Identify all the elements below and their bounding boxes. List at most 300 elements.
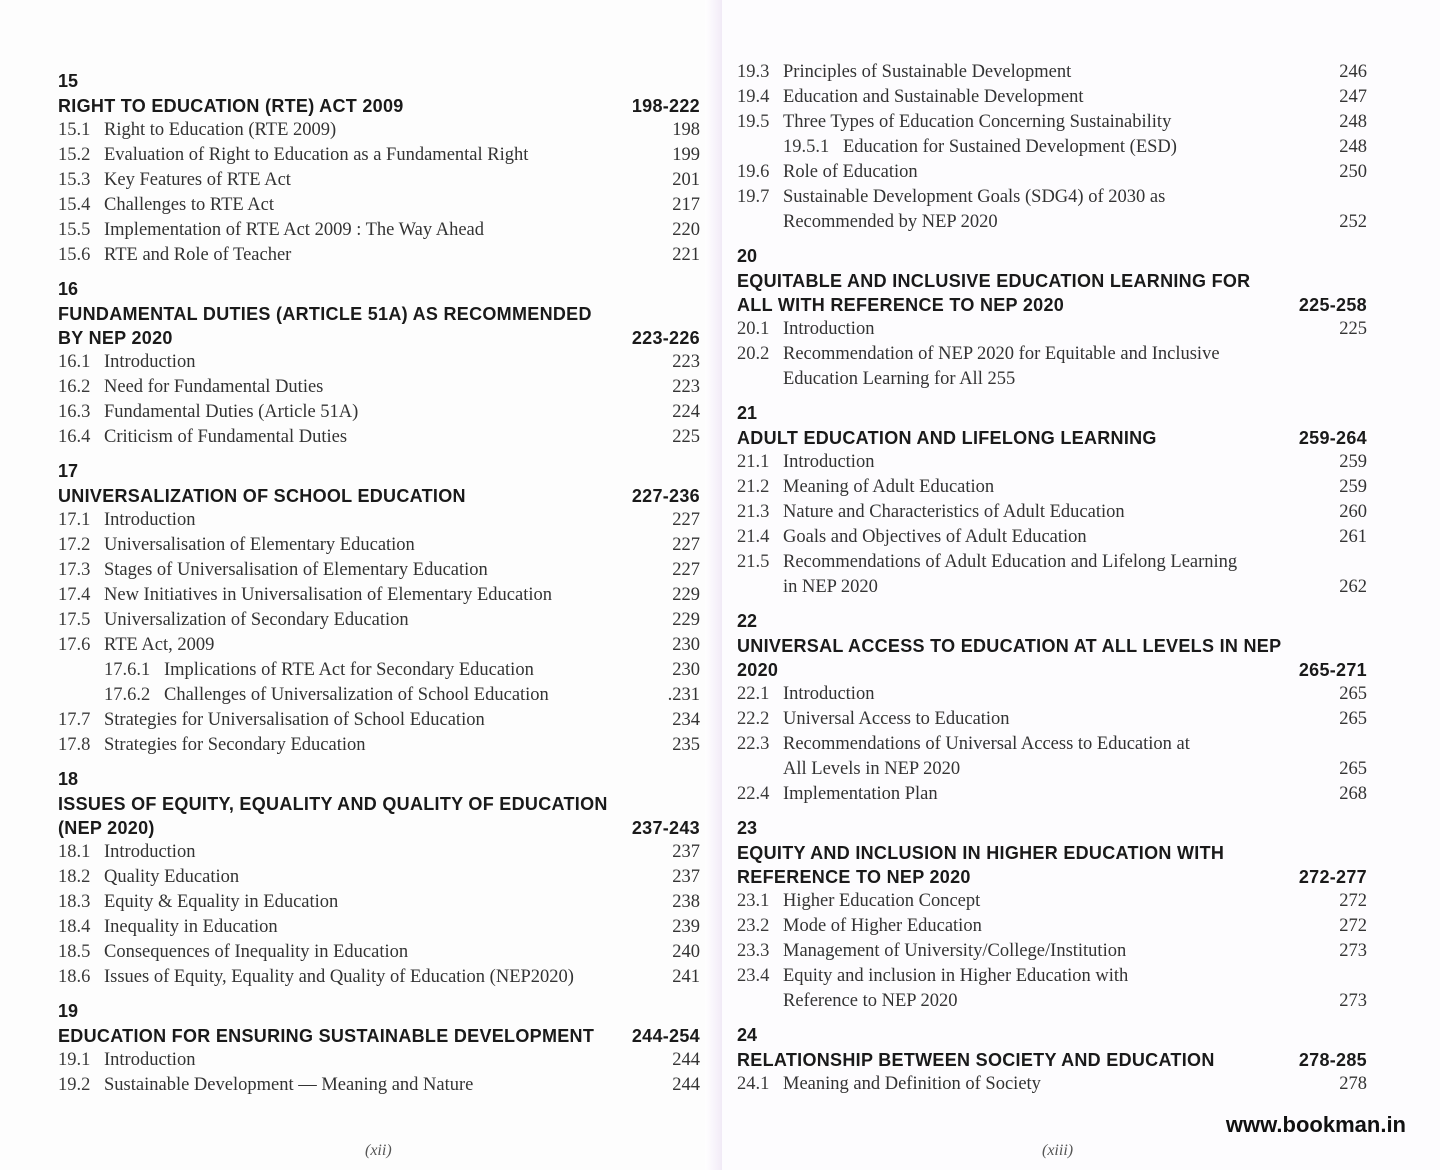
entry-text <box>737 60 1323 85</box>
entry-page: 252 <box>1339 212 1367 232</box>
entry-text <box>737 889 1323 914</box>
chapter-title: ISSUES OF EQUITY, EQUALITY AND QUALITY OF EDUCATION (NEP 2020) <box>58 794 608 838</box>
toc-entry <box>737 85 1367 110</box>
entry-title: Nature and Characteristics of Adult Education <box>783 502 1125 522</box>
entry-page: 199 <box>672 145 700 165</box>
toc-entry <box>58 425 700 450</box>
entry-title: Strategies for Secondary Education <box>104 735 366 755</box>
entry-title: Universal Access to Education <box>783 709 1010 729</box>
toc-entry <box>58 865 700 890</box>
entry-title: New Initiatives in Universalisation of Elementary Education <box>104 585 552 605</box>
chapter-block <box>737 1022 1367 1097</box>
entry-title: Sustainable Development — Meaning and Nature <box>104 1075 474 1095</box>
entry-page: .231 <box>667 685 700 705</box>
entry-text <box>58 633 656 658</box>
chapter-heading <box>58 94 700 118</box>
entry-number: 15.1 <box>58 120 91 140</box>
toc-entry <box>58 400 700 425</box>
entry-title: Need for Fundamental Duties <box>104 377 324 397</box>
chapter-title: RIGHT TO EDUCATION (RTE) ACT 2009 <box>58 96 404 116</box>
entry-page: 221 <box>672 245 700 265</box>
entry-number: 17.7 <box>58 710 91 730</box>
chapter-page-range: 278-285 <box>1298 1050 1367 1070</box>
entry-title: Challenges of Universalization of School Education <box>164 685 549 705</box>
entry-page: 238 <box>672 892 700 912</box>
entry-text <box>58 940 656 965</box>
entry-page: 261 <box>1339 527 1367 547</box>
entry-number: 15.2 <box>58 145 91 165</box>
entry-title-continued: All Levels in NEP 2020 <box>783 759 961 779</box>
entry-number: 17.6.2 <box>104 685 151 705</box>
entry-title: Right to Education (RTE 2009) <box>104 120 337 140</box>
entry-number: 22.3 <box>737 734 770 754</box>
entry-page: 247 <box>1339 87 1367 107</box>
entry-page: 227 <box>672 560 700 580</box>
toc-entry <box>58 840 700 865</box>
toc-entry <box>58 533 700 558</box>
entry-page: 259 <box>1339 452 1367 472</box>
toc-entry <box>737 317 1367 342</box>
entry-number: 16.4 <box>58 427 91 447</box>
entry-title-continued: in NEP 2020 <box>783 577 878 597</box>
entry-page: 272 <box>1339 916 1367 936</box>
chapter-heading <box>58 792 700 840</box>
chapter-page-range: 198-222 <box>631 96 700 116</box>
toc-entry <box>58 683 700 708</box>
entry-page: 244 <box>672 1075 700 1095</box>
entry-title: Management of University/College/Institution <box>783 941 1127 961</box>
entry-page: 241 <box>672 967 700 987</box>
entry-title: Higher Education Concept <box>783 891 981 911</box>
entry-page: 244 <box>672 1050 700 1070</box>
entry-page: 239 <box>672 917 700 937</box>
entry-page: 248 <box>1339 137 1367 157</box>
entry-number: 16.2 <box>58 377 91 397</box>
entry-text <box>737 707 1323 732</box>
entry-page: 198 <box>672 120 700 140</box>
toc-entry <box>737 60 1367 85</box>
entry-number: 15.5 <box>58 220 91 240</box>
chapter-number: 24 <box>737 1025 758 1045</box>
entry-text <box>58 890 656 915</box>
chapter-heading <box>737 426 1367 450</box>
entry-title: Recommendations of Universal Access to Education at <box>783 734 1190 754</box>
toc-entry <box>737 682 1367 707</box>
chapter-block <box>737 243 1367 392</box>
entry-number: 16.3 <box>58 402 91 422</box>
entry-text <box>737 939 1323 964</box>
entry-page: 223 <box>672 352 700 372</box>
toc-entry <box>737 475 1367 500</box>
entry-title: Recommendation of NEP 2020 for Equitable and Inclusive <box>783 344 1220 364</box>
entry-text <box>58 658 656 683</box>
entry-title: Education and Sustainable Development <box>783 87 1084 107</box>
entry-page: 227 <box>672 535 700 555</box>
chapter-number: 23 <box>737 818 758 838</box>
entry-title: Criticism of Fundamental Duties <box>104 427 348 447</box>
entry-number: 23.1 <box>737 891 770 911</box>
entry-text <box>58 375 656 400</box>
entry-text <box>737 914 1323 939</box>
chapter-title: FUNDAMENTAL DUTIES (ARTICLE 51A) AS RECOMMENDED BY NEP 2020 <box>58 304 592 348</box>
continued-entries <box>737 60 1367 235</box>
entry-page: 240 <box>672 942 700 962</box>
chapter-title: EQUITY AND INCLUSION IN HIGHER EDUCATION WITH REFERENCE TO NEP 2020 <box>737 843 1225 887</box>
entry-number: 21.3 <box>737 502 770 522</box>
entry-page: 235 <box>672 735 700 755</box>
entry-number: 16.1 <box>58 352 91 372</box>
entry-title: Universalisation of Elementary Education <box>104 535 415 555</box>
chapter-page-range: 272-277 <box>1298 867 1367 887</box>
entry-title: Introduction <box>783 452 875 472</box>
entry-number: 18.3 <box>58 892 91 912</box>
entry-title: RTE and Role of Teacher <box>104 245 292 265</box>
entry-number: 17.8 <box>58 735 91 755</box>
entry-title: Introduction <box>104 1050 196 1070</box>
chapter-title: RELATIONSHIP BETWEEN SOCIETY AND EDUCATION <box>737 1050 1215 1070</box>
entry-page: 201 <box>672 170 700 190</box>
entry-title: Meaning of Adult Education <box>783 477 995 497</box>
chapter-title: EQUITABLE AND INCLUSIVE EDUCATION LEARNING FOR ALL WITH REFERENCE TO NEP 2020 <box>737 271 1251 315</box>
chapter-block <box>737 815 1367 1014</box>
chapter-number: 15 <box>58 71 79 91</box>
entry-title: Challenges to RTE Act <box>104 195 274 215</box>
chapter-page-range: 227-236 <box>631 486 700 506</box>
entry-text <box>58 733 656 758</box>
entry-text <box>737 782 1323 807</box>
entry-text <box>58 915 656 940</box>
toc-entry <box>58 915 700 940</box>
entry-title: Introduction <box>783 684 875 704</box>
chapter-block <box>58 998 700 1098</box>
entry-number: 19.6 <box>737 162 770 182</box>
entry-title: Consequences of Inequality in Education <box>104 942 409 962</box>
entry-title: Equity & Equality in Education <box>104 892 339 912</box>
chapter-block <box>58 458 700 758</box>
toc-entry <box>58 375 700 400</box>
toc-entry <box>737 1072 1367 1097</box>
chapter-heading <box>737 841 1367 889</box>
chapter-page-range: 223-226 <box>631 328 700 348</box>
toc-entry <box>737 110 1367 135</box>
entry-text <box>58 218 656 243</box>
entry-page: 237 <box>672 842 700 862</box>
entry-text <box>737 317 1323 342</box>
toc-entry <box>58 940 700 965</box>
entry-number: 24.1 <box>737 1074 770 1094</box>
toc-entry <box>58 583 700 608</box>
entry-text <box>737 475 1323 500</box>
toc-entry <box>58 890 700 915</box>
entry-title: Principles of Sustainable Development <box>783 62 1072 82</box>
entry-title-continued: Recommended by NEP 2020 <box>783 212 998 232</box>
entry-title: Three Types of Education Concerning Sustainability <box>783 112 1172 132</box>
entry-number: 18.2 <box>58 867 91 887</box>
entry-text <box>737 1072 1323 1097</box>
entry-title: Introduction <box>104 352 196 372</box>
entry-number: 19.4 <box>737 87 770 107</box>
entry-title-continued: Reference to NEP 2020 <box>783 991 958 1011</box>
entry-page: 259 <box>1339 477 1367 497</box>
entry-page: 265 <box>1339 759 1367 779</box>
toc-entry <box>58 708 700 733</box>
entry-page: 229 <box>672 610 700 630</box>
entry-number: 22.2 <box>737 709 770 729</box>
entry-number: 23.3 <box>737 941 770 961</box>
entry-title: Fundamental Duties (Article 51A) <box>104 402 359 422</box>
entry-page: 230 <box>672 660 700 680</box>
toc-entry <box>737 889 1367 914</box>
chapter-page-range: 225-258 <box>1298 295 1367 315</box>
chapter-block <box>737 608 1367 807</box>
right-page-number: (xiii) <box>1042 1142 1074 1159</box>
toc-entry <box>58 168 700 193</box>
toc-entry <box>58 558 700 583</box>
entry-number: 17.1 <box>58 510 91 530</box>
entry-title: Inequality in Education <box>104 917 278 937</box>
entry-text <box>58 608 656 633</box>
entry-text <box>58 508 656 533</box>
entry-text <box>58 840 656 865</box>
toc-entry <box>737 160 1367 185</box>
entry-text <box>737 682 1323 707</box>
toc-entry <box>737 550 1367 600</box>
chapter-heading <box>58 484 700 508</box>
chapter-number: 22 <box>737 611 758 631</box>
entry-number: 22.1 <box>737 684 770 704</box>
entry-title-continued: Education Learning for All 255 <box>783 369 1016 389</box>
entry-text <box>737 135 1323 160</box>
toc-entry <box>58 1073 700 1098</box>
entry-page: 265 <box>1339 709 1367 729</box>
entry-page: 272 <box>1339 891 1367 911</box>
entry-text <box>58 533 656 558</box>
toc-entry <box>737 450 1367 475</box>
entry-page: 273 <box>1339 941 1367 961</box>
entry-title: Sustainable Development Goals (SDG4) of 2030 as <box>783 187 1166 207</box>
chapter-block <box>58 68 700 268</box>
toc-entry <box>737 185 1367 235</box>
entry-number: 18.6 <box>58 967 91 987</box>
chapter-page-range: 237-243 <box>631 818 700 838</box>
toc-entry <box>737 914 1367 939</box>
entry-page: 248 <box>1339 112 1367 132</box>
entry-text <box>58 558 656 583</box>
entry-number: 19.7 <box>737 187 770 207</box>
entry-page: 260 <box>1339 502 1367 522</box>
entry-text <box>737 110 1323 135</box>
chapter-number: 16 <box>58 279 79 299</box>
toc-entry <box>58 218 700 243</box>
entry-number: 21.4 <box>737 527 770 547</box>
right-page <box>722 0 1440 1170</box>
entry-text <box>58 143 656 168</box>
entry-number: 20.2 <box>737 344 770 364</box>
chapter-block <box>58 276 700 450</box>
chapter-heading <box>58 302 700 350</box>
entry-text <box>737 342 1323 392</box>
entry-text <box>58 425 656 450</box>
entry-text <box>737 550 1323 600</box>
toc-entry <box>737 500 1367 525</box>
chapter-number: 19 <box>58 1001 79 1021</box>
entry-number: 15.3 <box>58 170 91 190</box>
entry-title: Meaning and Definition of Society <box>783 1074 1041 1094</box>
entry-number: 20.1 <box>737 319 770 339</box>
entry-number: 15.6 <box>58 245 91 265</box>
entry-number: 19.1 <box>58 1050 91 1070</box>
toc-entry <box>737 707 1367 732</box>
entry-page: 227 <box>672 510 700 530</box>
toc-entry <box>58 350 700 375</box>
toc-entry <box>58 658 700 683</box>
entry-number: 17.2 <box>58 535 91 555</box>
entry-number: 18.5 <box>58 942 91 962</box>
entry-text <box>737 160 1323 185</box>
entry-title: Strategies for Universalisation of School Education <box>104 710 485 730</box>
entry-number: 23.4 <box>737 966 770 986</box>
entry-title: Role of Education <box>783 162 918 182</box>
entry-page: 217 <box>672 195 700 215</box>
entry-title: Equity and inclusion in Higher Education with <box>783 966 1129 986</box>
chapter-heading <box>737 634 1367 682</box>
entry-text <box>737 85 1323 110</box>
entry-page: 237 <box>672 867 700 887</box>
left-page-number: (xii) <box>365 1142 392 1159</box>
chapter-heading <box>58 1024 700 1048</box>
entry-number: 17.3 <box>58 560 91 580</box>
entry-page: 223 <box>672 377 700 397</box>
entry-page: 273 <box>1339 991 1367 1011</box>
entry-number: 17.6 <box>58 635 91 655</box>
entry-number: 17.5 <box>58 610 91 630</box>
entry-text <box>58 193 656 218</box>
toc-entry <box>58 193 700 218</box>
entry-title: RTE Act, 2009 <box>104 635 215 655</box>
entry-page: 225 <box>1339 319 1367 339</box>
entry-page: 262 <box>1339 577 1367 597</box>
right-toc <box>737 60 1367 1101</box>
entry-text <box>737 964 1323 1014</box>
chapter-title: EDUCATION FOR ENSURING SUSTAINABLE DEVELOPMENT <box>58 1026 595 1046</box>
entry-text <box>58 1048 656 1073</box>
entry-title: Implications of RTE Act for Secondary Education <box>164 660 534 680</box>
entry-text <box>58 1073 656 1098</box>
entry-text <box>737 500 1323 525</box>
entry-number: 17.4 <box>58 585 91 605</box>
toc-entry <box>737 782 1367 807</box>
chapter-title: UNIVERSAL ACCESS TO EDUCATION AT ALL LEVELS IN NEP 2020 <box>737 636 1282 680</box>
entry-title: Stages of Universalisation of Elementary Education <box>104 560 488 580</box>
toc-entry <box>737 525 1367 550</box>
entry-page: 229 <box>672 585 700 605</box>
chapter-title: UNIVERSALIZATION OF SCHOOL EDUCATION <box>58 486 466 506</box>
entry-title: Recommendations of Adult Education and Lifelong Learning <box>783 552 1238 572</box>
entry-text <box>58 683 656 708</box>
entry-number: 21.2 <box>737 477 770 497</box>
entry-title: Evaluation of Right to Education as a Fundamental Right <box>104 145 529 165</box>
toc-entry <box>58 633 700 658</box>
chapter-page-range: 244-254 <box>631 1026 700 1046</box>
toc-entry <box>58 733 700 758</box>
entry-page: 265 <box>1339 684 1367 704</box>
entry-page: 250 <box>1339 162 1367 182</box>
entry-text <box>58 865 656 890</box>
entry-page: 234 <box>672 710 700 730</box>
entry-page: 268 <box>1339 784 1367 804</box>
entry-text <box>737 732 1323 782</box>
chapter-number: 20 <box>737 246 758 266</box>
entry-title: Education for Sustained Development (ESD) <box>843 137 1177 157</box>
toc-entry <box>737 342 1367 392</box>
entry-text <box>58 168 656 193</box>
entry-title: Universalization of Secondary Education <box>104 610 409 630</box>
entry-text <box>58 965 656 990</box>
entry-number: 21.1 <box>737 452 770 472</box>
toc-entry <box>737 964 1367 1014</box>
entry-number: 17.6.1 <box>104 660 151 680</box>
entry-page: 246 <box>1339 62 1367 82</box>
toc-entry <box>737 939 1367 964</box>
entry-title: Implementation Plan <box>783 784 938 804</box>
chapter-page-range: 265-271 <box>1298 660 1367 680</box>
entry-page: 225 <box>672 427 700 447</box>
entry-title: Key Features of RTE Act <box>104 170 291 190</box>
toc-entry <box>58 143 700 168</box>
toc-entry <box>58 965 700 990</box>
chapter-heading <box>737 1048 1367 1072</box>
toc-entry <box>58 243 700 268</box>
entry-number: 15.4 <box>58 195 91 215</box>
entry-text <box>58 118 656 143</box>
entry-number: 19.5.1 <box>783 137 830 157</box>
chapter-block <box>58 766 700 990</box>
entry-text <box>737 185 1323 235</box>
entry-page: 220 <box>672 220 700 240</box>
entry-text <box>58 400 656 425</box>
entry-text <box>58 350 656 375</box>
watermark: www.bookman.in <box>1225 1112 1406 1137</box>
chapter-number: 17 <box>58 461 79 481</box>
chapter-title: ADULT EDUCATION AND LIFELONG LEARNING <box>737 428 1157 448</box>
entry-text <box>58 243 656 268</box>
entry-title: Issues of Equity, Equality and Quality of Education (NEP2020) <box>104 967 574 987</box>
entry-title: Introduction <box>104 842 196 862</box>
toc-entry <box>737 732 1367 782</box>
toc-entry <box>58 1048 700 1073</box>
chapter-number: 18 <box>58 769 79 789</box>
entry-number: 19.3 <box>737 62 770 82</box>
entry-number: 19.5 <box>737 112 770 132</box>
entry-number: 18.1 <box>58 842 91 862</box>
entry-text <box>737 450 1323 475</box>
entry-title: Quality Education <box>104 867 240 887</box>
toc-entry <box>58 508 700 533</box>
entry-text <box>737 525 1323 550</box>
entry-number: 22.4 <box>737 784 770 804</box>
toc-entry <box>737 135 1367 160</box>
toc-entry <box>58 608 700 633</box>
chapter-page-range: 259-264 <box>1298 428 1367 448</box>
entry-page: 224 <box>672 402 700 422</box>
toc-entry <box>58 118 700 143</box>
entry-text <box>58 708 656 733</box>
entry-title: Mode of Higher Education <box>783 916 982 936</box>
entry-number: 18.4 <box>58 917 91 937</box>
entry-text <box>58 583 656 608</box>
entry-number: 19.2 <box>58 1075 91 1095</box>
chapter-number: 21 <box>737 403 758 423</box>
